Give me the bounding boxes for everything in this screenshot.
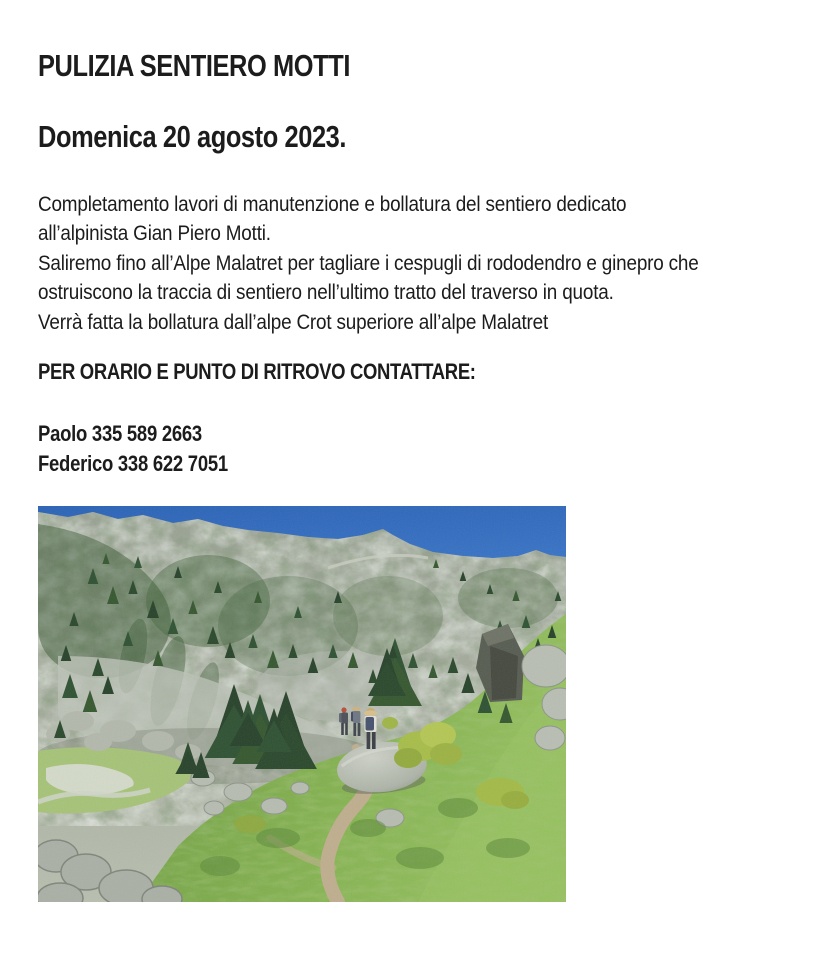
event-date: Domenica 20 agosto 2023. (38, 119, 347, 154)
contact-federico: Federico 338 622 7051 (38, 451, 228, 476)
event-description (38, 190, 699, 337)
trail-photo (38, 506, 566, 902)
body-line: ostruiscono la traccia di sentiero nell’ultimo tratto del traverso in quota. (38, 281, 614, 305)
body-line: Completamento lavori di manutenzione e bollatura del sentiero dedicato (38, 193, 627, 216)
body-line: all’alpinista Gian Piero Motti. (38, 222, 271, 246)
contact-heading: PER ORARIO E PUNTO DI RITROVO CONTATTARE: (38, 359, 476, 384)
body-line: Verrà fatta la bollatura dall’alpe Crot superiore all’alpe Malatret (38, 310, 549, 334)
trail-photo-illustration (38, 506, 566, 902)
contact-list (38, 419, 228, 479)
body-line: Saliremo fino all’Alpe Malatret per tagliare i cespugli di rododendro e ginepro che (38, 251, 699, 275)
page-title: PULIZIA SENTIERO MOTTI (38, 48, 351, 83)
photo-grain (38, 506, 566, 902)
contact-paolo: Paolo 335 589 2663 (38, 421, 202, 446)
